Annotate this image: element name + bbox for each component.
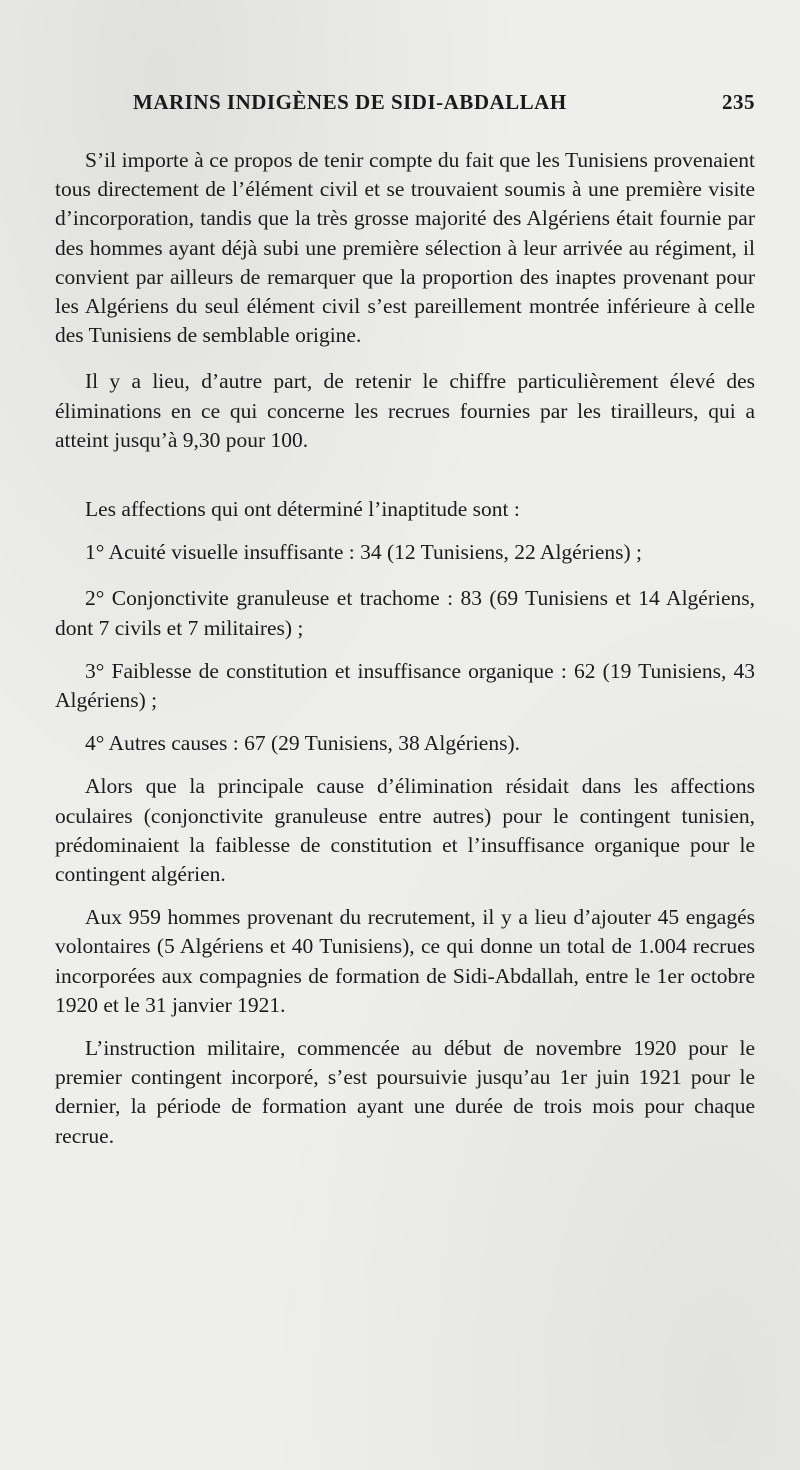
- page-number: 235: [722, 90, 755, 114]
- list-item-conjunctivitis: 2° Conjonctivite granuleuse et trachome : 83 (69 Tunisiens et 14 Algériens, dont 7 civils et 7 militaires) ;: [55, 586, 755, 640]
- running-title: MARINS INDIGÈNES DE SIDI-ABDALLAH: [133, 90, 567, 114]
- paragraph-affections-intro: Les affections qui ont déterminé l’inaptitude sont :: [85, 497, 520, 522]
- paragraph-main-causes: Alors que la principale cause d’élimination résidait dans les affections oculaires (conjonctivite granuleuse entre autres) pour le contingent tunisien, prédominaient la faiblesse de constitution et l’insuffisance organique pour le contingent algérien.: [55, 774, 755, 887]
- paragraph-tirailleurs-eliminations: Il y a lieu, d’autre part, de retenir le chiffre particulièrement élevé des éliminations en ce qui concerne les recrues fournies par les tirailleurs, qui a atteint jusqu’à 9,30 pour 100.: [55, 369, 755, 452]
- running-head: [55, 90, 755, 120]
- list-item-weak-constitution: 3° Faiblesse de constitution et insuffisance organique : 62 (19 Tunisiens, 43 Algériens) ;: [55, 658, 755, 713]
- paragraph-volunteers-total: Aux 959 hommes provenant du recrutement, il y a lieu d’ajouter 45 engagés volontaires (5 Algériens et 40 Tunisiens), ce qui donne un total de 1.004 recrues incorporées aux compagnies de formation de Sidi-Abdallah, entre le 1er octobre 1920 et le 31 janvier 1921.: [55, 905, 755, 1017]
- list-item-other-causes: 4° Autres causes : 67 (29 Tunisiens, 38 Algériens).: [85, 731, 520, 756]
- body-text: [55, 146, 755, 1151]
- list-item-visual-acuity: 1° Acuité visuelle insuffisante : 34 (12 Tunisiens, 22 Algériens) ;: [85, 540, 643, 565]
- paragraph-military-instruction: L’instruction militaire, commencée au début de novembre 1920 pour le premier contingent incorporé, s’est poursuivie jusqu’au 1er juin 1921 pour le dernier, la période de formation ayant une durée de trois mois pour chaque recrue.: [55, 1036, 755, 1148]
- paragraph-selection-comparison: S’il importe à ce propos de tenir compte du fait que les Tunisiens provenaient tous directement de l’élément civil et se trouvaient soumis à une première visite d’incorporation, tandis que la très grosse majorité des Algériens était fournie par des hommes ayant déjà subi une première sélection à leur arrivée au régiment, il convient par ailleurs de remarquer que la proportion des inaptes provenant pour les Algériens du seul élément civil s’est pareillement montrée inférieure à celle des Tunisiens de semblable origine.: [55, 148, 755, 348]
